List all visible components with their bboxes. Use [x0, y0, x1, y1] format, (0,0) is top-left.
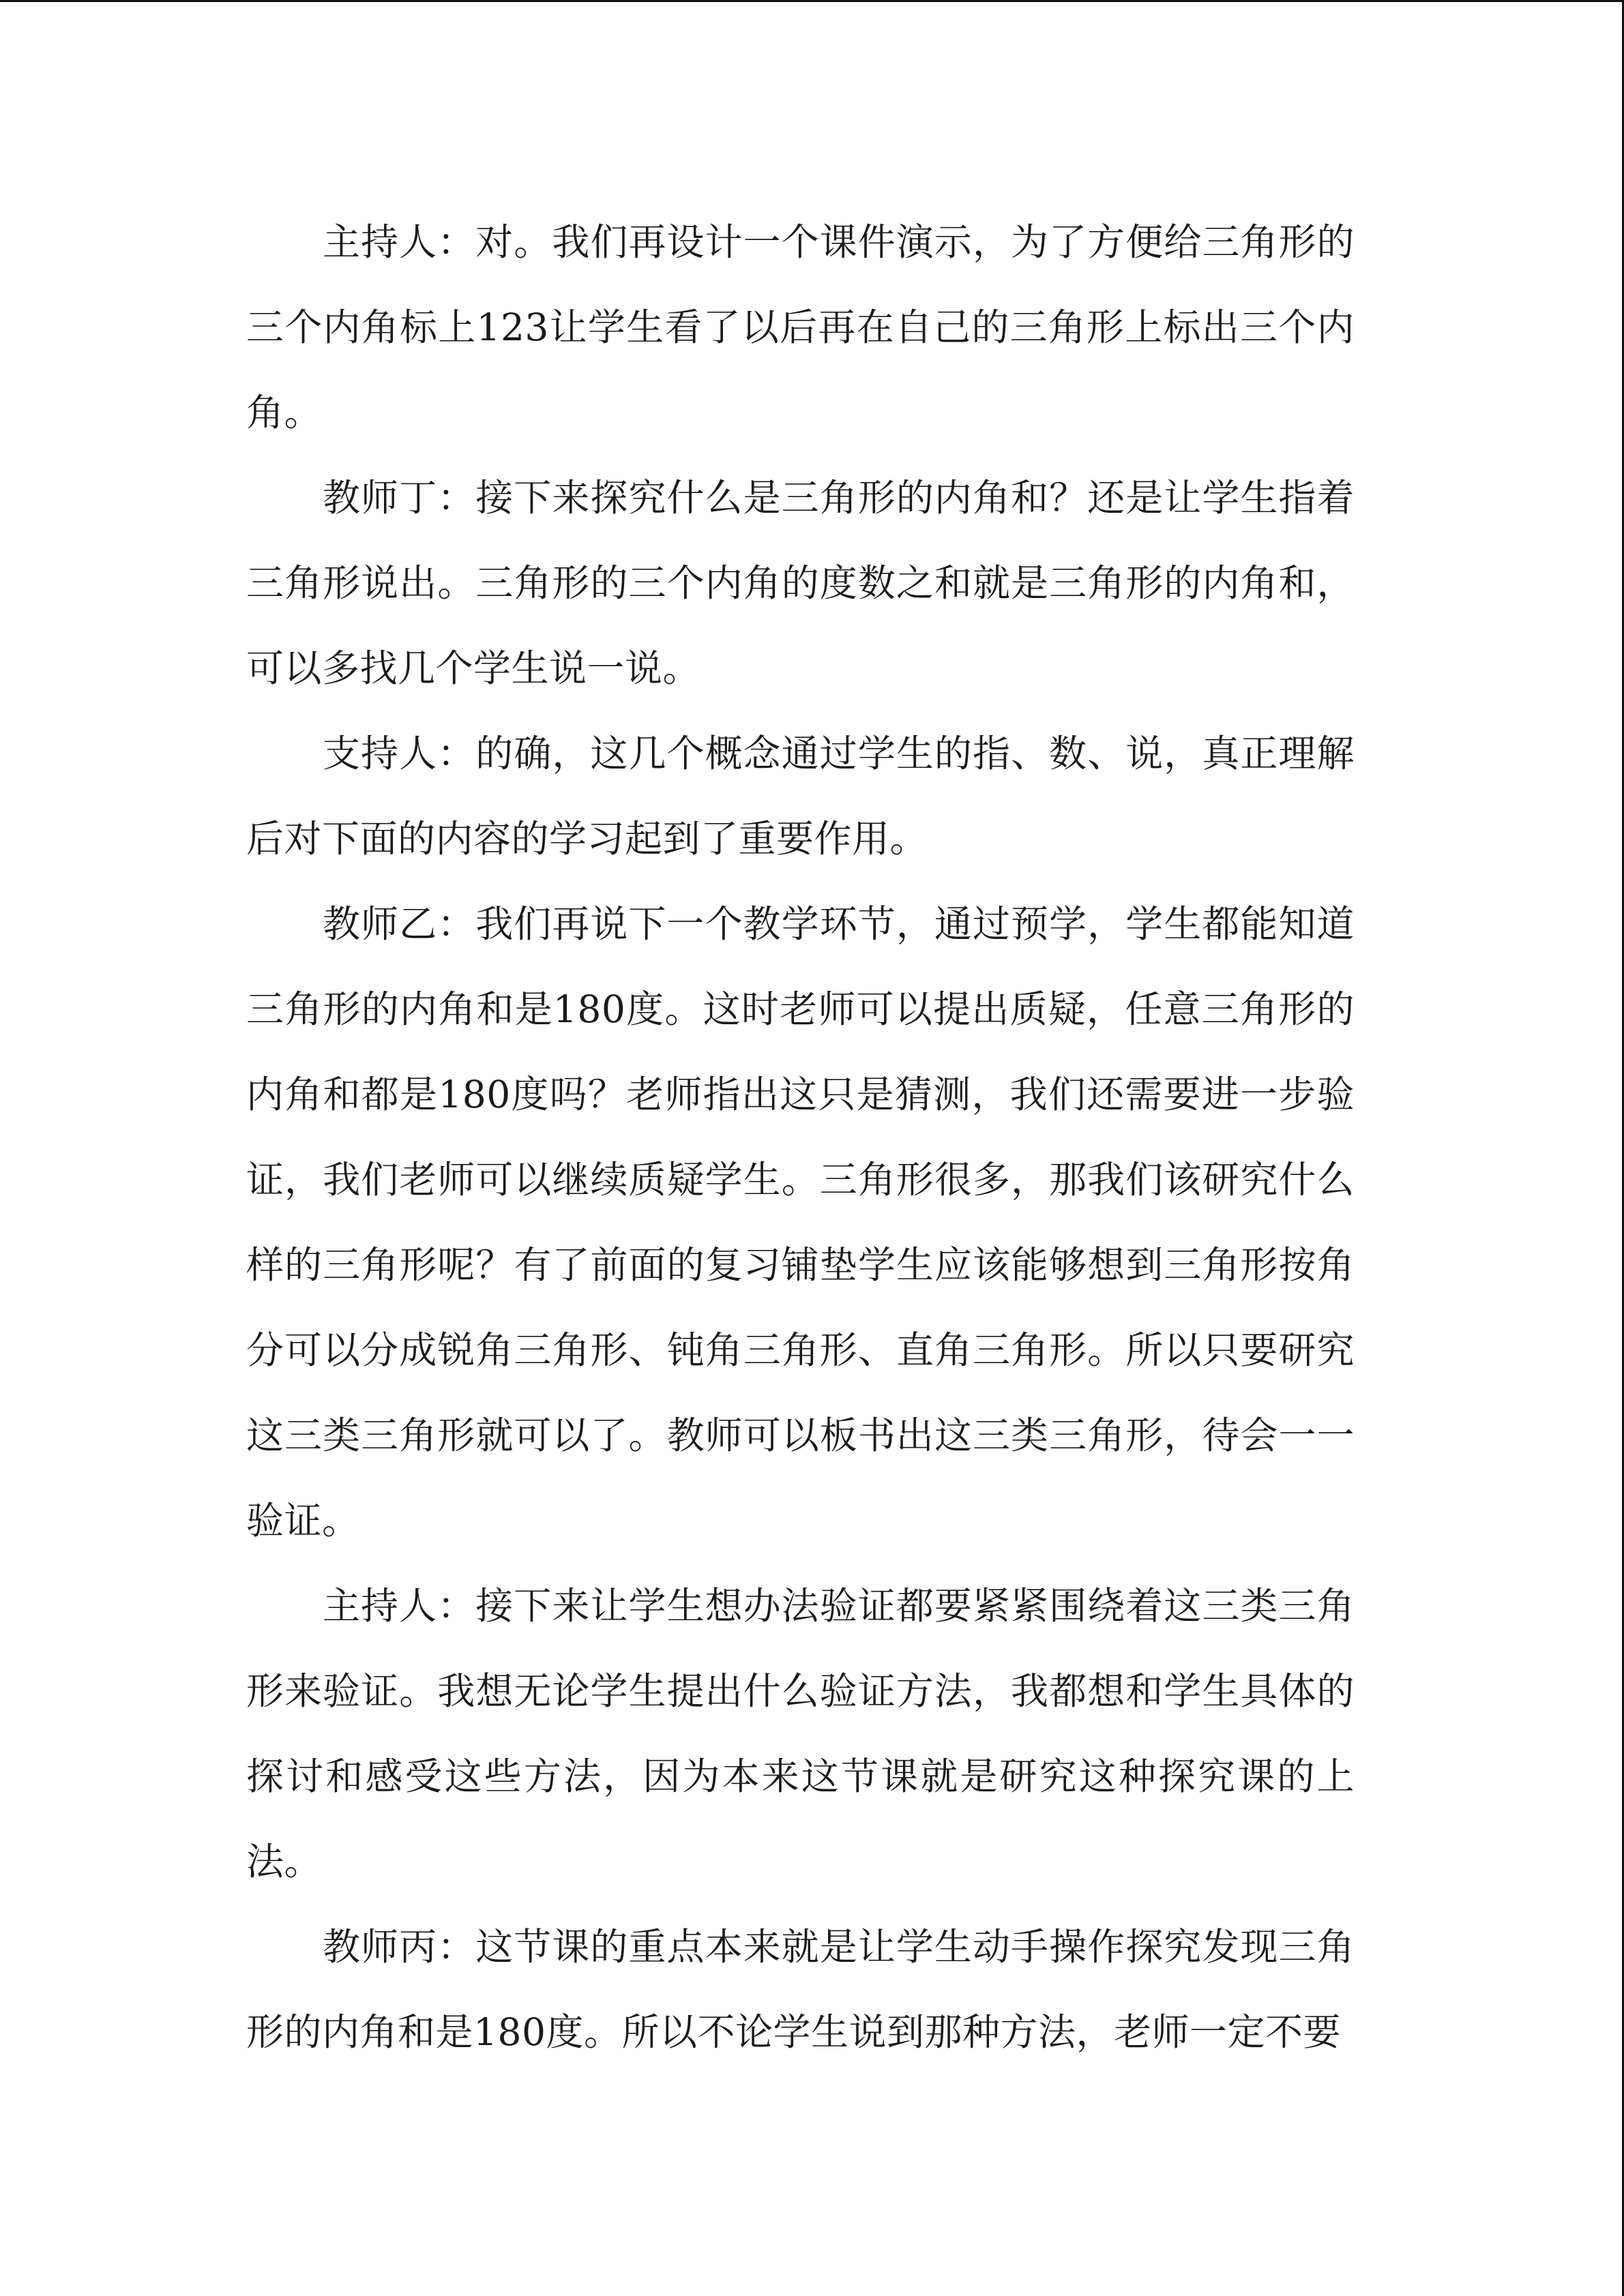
- paragraph-teacher-bing: 教师丙：这节课的重点本来就是让学生动手操作探究发现三角形的内角和是180度。所以不论学生说到那种方法，老师一定不要: [246, 1925, 1355, 2054]
- paragraph-host-2: 支持人：的确，这几个概念通过学生的指、数、说，真正理解后对下面的内容的学习起到了重要作用。: [246, 732, 1355, 861]
- document-body: [246, 200, 1355, 2075]
- paragraph-host-1: 主持人：对。我们再设计一个课件演示，为了方便给三角形的三个内角标上123让学生看了以后再在自己的三角形上标出三个内角。: [246, 220, 1355, 434]
- paragraph-host-3: 主持人：接下来让学生想办法验证都要紧紧围绕着这三类三角形来验证。我想无论学生提出什么验证方法，我都想和学生具体的探讨和感受这些方法，因为本来这节课就是研究这种探究课的上法。: [246, 1584, 1355, 1883]
- paragraph-teacher-ding: 教师丁：接下来探究什么是三角形的内角和？还是让学生指着三角形说出。三角形的三个内角的度数之和就是三角形的内角和，可以多找几个学生说一说。: [246, 476, 1355, 690]
- paragraph-teacher-yi: 教师乙：我们再说下一个教学环节，通过预学，学生都能知道三角形的内角和是180度。这时老师可以提出质疑，任意三角形的内角和都是180度吗？老师指出这只是猜测，我们还需要进一步验证，我们老师可以继续质疑学生。三角形很多，那我们该研究什么样的三角形呢？有了前面的复习铺垫学生应该能够想到三角形按角分可以分成锐角三角形、钝角三角形、直角三角形。所以只要研究这三类三角形就可以了。教师可以板书出这三类三角形，待会一一验证。: [246, 902, 1355, 1542]
